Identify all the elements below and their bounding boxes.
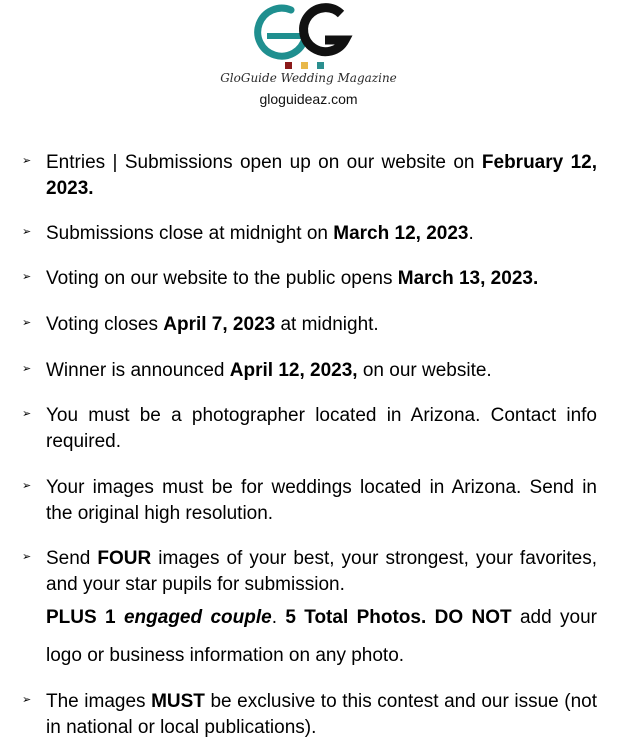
logo-dot-yellow (301, 62, 308, 69)
bullet-icon: ➢ (22, 363, 32, 375)
list-item-text: The images MUST be exclusive to this contest and our issue (not in national or local publications). (46, 691, 597, 738)
logo-ring-left (258, 8, 305, 56)
list-item-text: Voting closes April 7, 2023 at midnight. (46, 314, 379, 335)
list-item-text: Submissions close at midnight on March 12, 2023. (46, 223, 474, 244)
website-url: gloguideaz.com (259, 91, 358, 107)
brand-name: GloGuide Wedding Magazine (220, 71, 397, 85)
gloguide-logo-icon (253, 2, 353, 70)
bullet-icon: ➢ (22, 226, 32, 238)
logo-dot-red (285, 62, 292, 69)
bullet-icon: ➢ (22, 551, 32, 563)
bullet-icon: ➢ (22, 408, 32, 420)
plus-block: PLUS 1 engaged couple. 5 Total Photos. DO NOT add your logo or business information on any photo. (46, 607, 597, 666)
bullet-icon: ➢ (22, 317, 32, 329)
logo-g-right (304, 8, 345, 52)
header (0, 0, 617, 112)
bullet-icon: ➢ (22, 694, 32, 706)
list-item-text: Voting on our website to the public opens March 13, 2023. (46, 268, 539, 289)
list-item-text: Entries | Submissions open up on our website on February 12, 2023. (46, 152, 598, 199)
list-item-text: Send FOUR images of your best, your strongest, your favorites, and your star pupils for submission. (46, 548, 597, 595)
list-item-text: You must be a photographer located in Arizona. Contact info required. (46, 405, 597, 452)
bullet-icon: ➢ (22, 271, 32, 283)
logo-dot-teal (317, 62, 324, 69)
bullet-icon: ➢ (22, 480, 32, 492)
list-item-text: Your images must be for weddings located in Arizona. Send in the original high resolution. (46, 477, 597, 524)
list-item-text: Winner is announced April 12, 2023, on our website. (46, 360, 492, 381)
bullet-icon: ➢ (22, 155, 32, 167)
